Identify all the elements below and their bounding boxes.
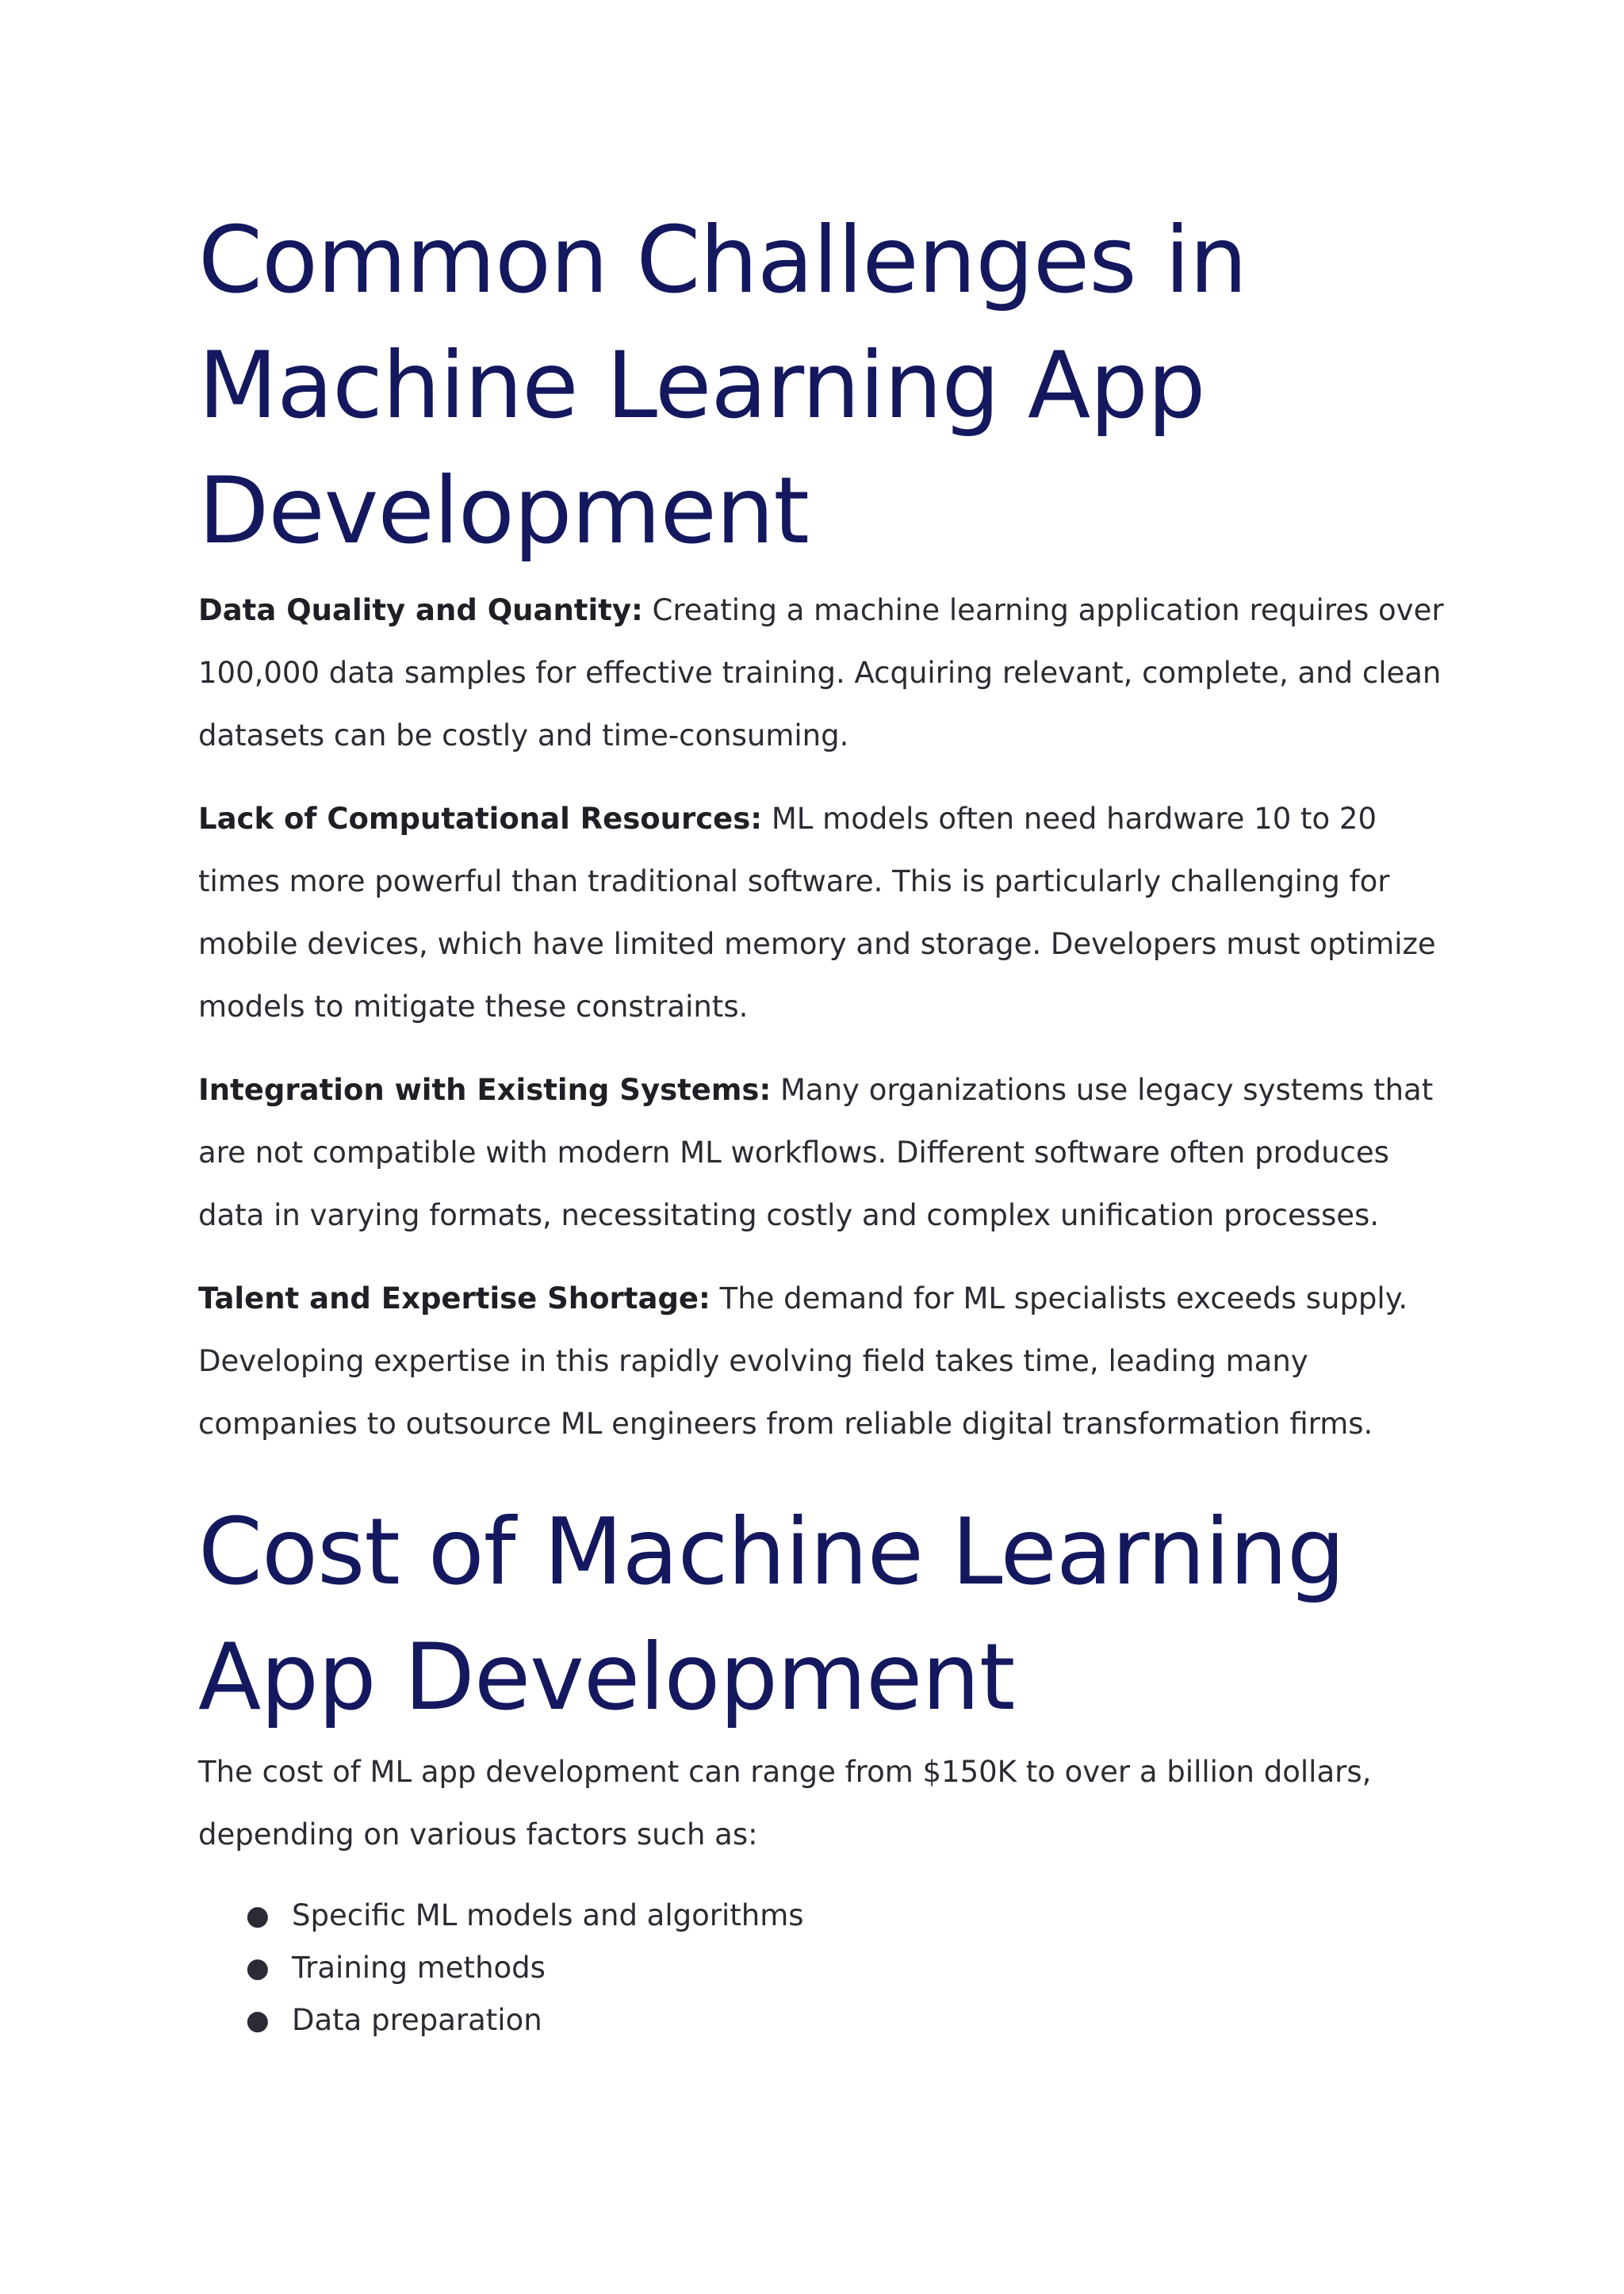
challenge-text: Many organizations use legacy systems that are not compatible with modern ML workflows. Different software often produces data in varying formats, necessitating costly and complex unification processes. xyxy=(198,1073,1434,1232)
challenge-talent-shortage xyxy=(198,1267,1451,1455)
challenge-data-quality xyxy=(198,579,1451,767)
bullet-icon: ● xyxy=(246,1900,270,1932)
list-item xyxy=(246,1994,1451,2047)
bullet-icon: ● xyxy=(246,1952,270,1984)
heading-cost-of-ml-app: Cost of Machine Learning App Development xyxy=(198,1499,1345,1731)
challenge-text: Creating a machine learning application requires over 100,000 data samples for effective training. Acquiring relevant, complete, and clean datasets can be costly and time-consuming. xyxy=(198,593,1444,753)
cost-intro-paragraph: The cost of ML app development can range from $150K to over a billion dollars, depending on various factors such as: xyxy=(198,1755,1372,1852)
challenge-term: Data Quality and Quantity: xyxy=(198,593,643,627)
list-item-text: Specific ML models and algorithms xyxy=(292,1898,804,1932)
list-item-text: Data preparation xyxy=(292,2003,542,2037)
challenge-term: Talent and Expertise Shortage: xyxy=(198,1281,710,1316)
challenge-computational-resources xyxy=(198,787,1451,1038)
list-item xyxy=(246,1890,1451,1942)
challenge-term: Lack of Computational Resources: xyxy=(198,802,763,836)
heading-common-challenges: Common Challenges in Machine Learning App Development xyxy=(198,207,1247,565)
challenge-text: ML models often need hardware 10 to 20 times more powerful than traditional software. This is particularly challenging for mobile devices, which have limited memory and storage. Developers must optimize models to mitigate these constraints. xyxy=(198,802,1436,1024)
challenges-list xyxy=(198,579,1451,1455)
document-page xyxy=(198,198,1451,2047)
cost-factors-list xyxy=(198,1890,1451,2047)
list-item xyxy=(246,1942,1451,1994)
challenge-integration xyxy=(198,1059,1451,1247)
bullet-icon: ● xyxy=(246,2005,270,2036)
challenge-text: The demand for ML specialists exceeds supply. Developing expertise in this rapidly evolving field takes time, leading many companies to outsource ML engineers from reliable digital transformation firms. xyxy=(198,1281,1408,1441)
list-item-text: Training methods xyxy=(292,1951,546,1985)
challenge-term: Integration with Existing Systems: xyxy=(198,1073,772,1107)
